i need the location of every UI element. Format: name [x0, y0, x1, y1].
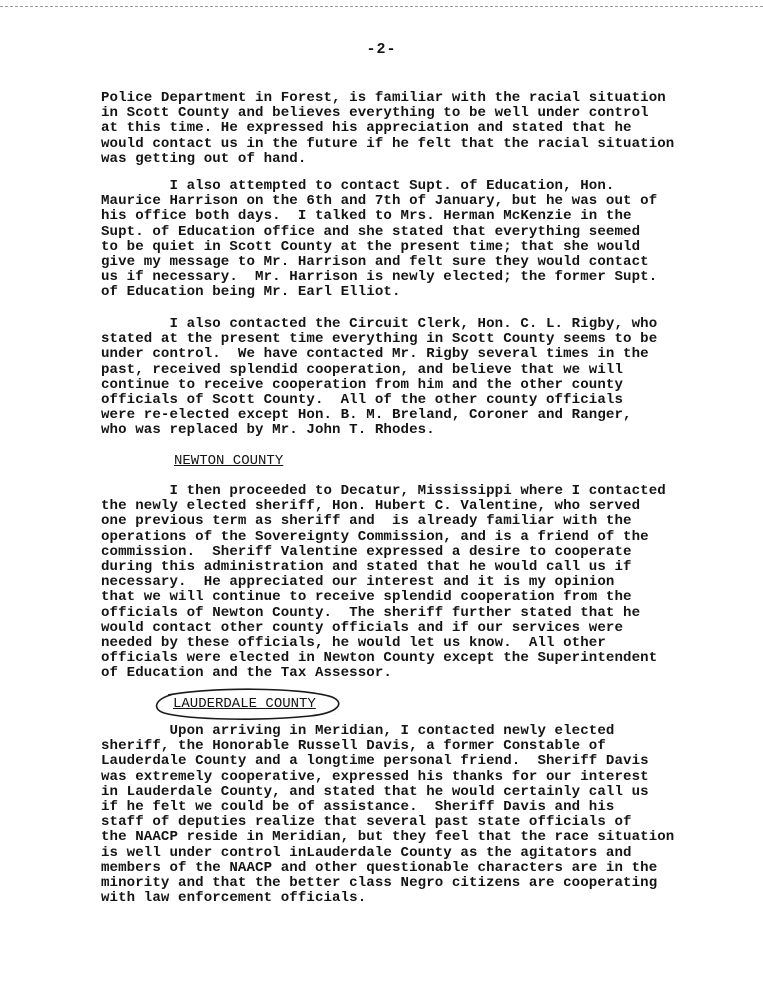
paragraph-newton-sheriff: I then proceeded to Decatur, Mississippi where I contacted the newly elected sheriff, Hon. Hubert C. Valentine, who served one previous term as sheriff and is already familiar with the operations of the Sovereignty Commission, and is a friend of the commission. Sheriff Valentine expressed a desire to cooperate during this administration and stated that he would call us if necessary. He appreciated our interest and it is my opinion that we will continue to receive splendid cooperation from the officials of Newton County. The sheriff further stated that he would contact other county officials and if our services were needed by these officials, he would let us know. All other officials were elected in Newton County except the Superintendent of Education and the Tax Assessor. [101, 483, 666, 682]
paragraph-forest-police: Police Department in Forest, is familiar with the racial situation in Scott County and believes everything to be well under control at this time. He expressed his appreciation and stated that he would contact us in the future if he felt that the racial situation was getting out of hand. [101, 90, 675, 167]
heading-newton-county: NEWTON COUNTY [174, 453, 284, 469]
top-edge-rule [0, 0, 763, 7]
paragraph-lauderdale-sheriff: Upon arriving in Meridian, I contacted newly elected sheriff, the Honorable Russell Davis, a former Constable of Lauderdale County and a longtime personal friend. Sheriff Davis was extremely cooperative, expressed his thanks for our interest in Lauderdale County, and stated that he would certainly call us if he felt we could be of assistance. Sheriff Davis and his staff of deputies realize that several past state officials of the NAACP reside in Meridian, but they feel that the race situation is well under control inLauderdale County as the agitators and members of the NAACP and other questionable characters are in the minority and that the better class Negro citizens are cooperating with law enforcement officials. [101, 723, 675, 907]
page-number: -2- [366, 41, 397, 58]
paragraph-supt-education: I also attempted to contact Supt. of Education, Hon. Maurice Harrison on the 6th and 7th of January, but he was out of his office both days. I talked to Mrs. Herman McKenzie in the Supt. of Education office and she stated that everything seemed to be quiet in Scott County at the present time; that she would give my message to Mr. Harrison and felt sure they would contact us if necessary. Mr. Harrison is newly elected; the former Supt. of Education being Mr. Earl Elliot. [101, 178, 658, 301]
paragraph-circuit-clerk: I also contacted the Circuit Clerk, Hon. C. L. Rigby, who stated at the present time everything in Scott County seems to be under control. We have contacted Mr. Rigby several times in the past, received splendid cooperation, and believe that we will continue to receive cooperation from him and the other county officials of Scott County. All of the other county officials were re-elected except Hon. B. M. Breland, Coroner and Ranger, who was replaced by Mr. John T. Rhodes. [101, 316, 658, 439]
heading-lauderdale-county: LAUDERDALE COUNTY [173, 696, 316, 712]
heading-lauderdale-county-circled [150, 685, 350, 725]
